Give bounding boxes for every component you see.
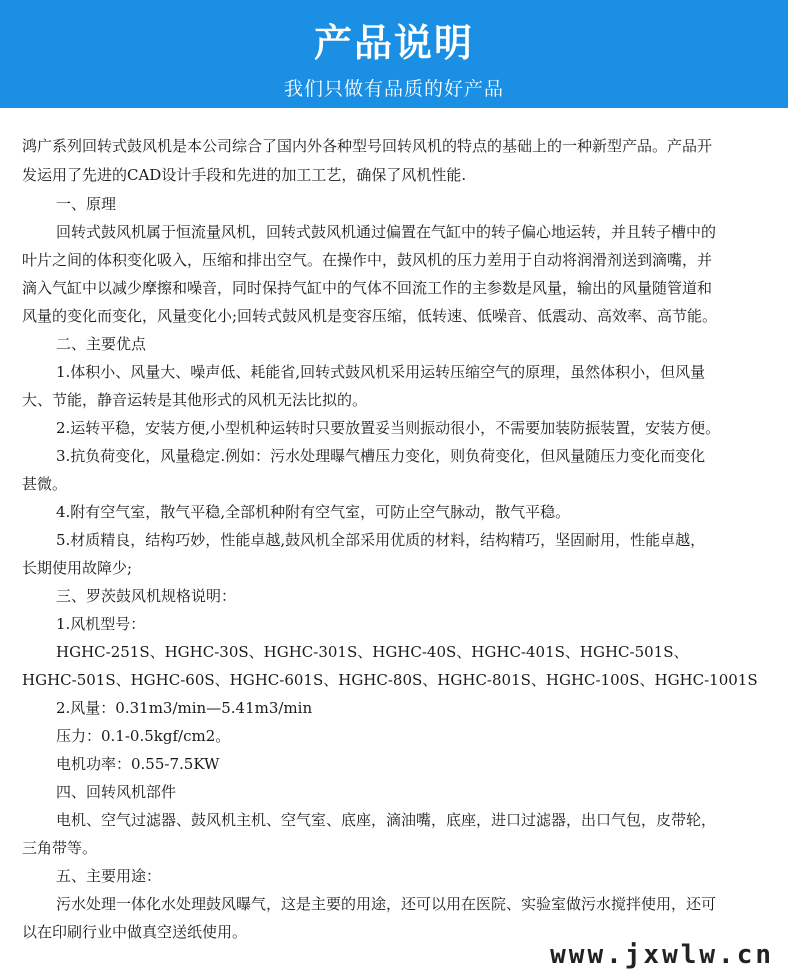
spec-line: 电机功率：0.55-7.5KW [56,755,220,773]
paragraph-line: 污水处理一体化水处理鼓风曝气，这是主要的用途，还可以用在医院、实验室做污水搅拌使用，还可 [56,895,717,913]
model-list-line: HGHC-501S、HGHC-60S、HGHC-601S、HGHC-80S、HGHC-801S、HGHC-100S、HGHC-1001S [22,671,758,689]
paragraph-line: 1.体积小、风量大、噪声低、耗能省,回转式鼓风机采用运转压缩空气的原理，虽然体积小，但风量 [56,363,706,381]
section-heading: 二、主要优点 [56,335,147,353]
paragraph-line: 电机、空气过滤器、鼓风机主机、空气室、底座，滴油嘴，底座，进口过滤器，出口气包，皮带轮， [56,811,717,829]
spec-line: 2.风量：0.31m3/min—5.41m3/min [56,699,313,717]
paragraph-line: 大、节能，静音运转是其他形式的风机无法比拟的。 [22,391,368,409]
paragraph-line: 回转式鼓风机属于恒流量风机，回转式鼓风机通过偏置在气缸中的转子偏心地运转，并且转子槽中的 [56,223,717,241]
section-heading: 四、回转风机部件 [56,783,177,801]
paragraph-line: 以在印刷行业中做真空送纸使用。 [22,923,248,941]
paragraph-line: 鸿广系列回转式鼓风机是本公司综合了国内外各种型号回转风机的特点的基础上的一种新型产品。产品开 [22,137,713,155]
paragraph-line: 风量的变化而变化，风量变化小;回转式鼓风机是变容压缩，低转速、低噪音、低震动、高效率、高节能。 [22,307,718,325]
section-heading: 五、主要用途： [56,867,162,885]
paragraph-line: 4.附有空气室，散气平稳,全部机种附有空气室，可防止空气脉动，散气平稳。 [56,503,571,521]
paragraph-line: 3.抗负荷变化，风量稳定.例如：污水处理曝气槽压力变化，则负荷变化，但风量随压力变化而变化 [56,447,706,465]
header-banner [0,0,788,108]
page-subtitle: 我们只做有品质的好产品 [283,78,504,100]
paragraph-line: 三角带等。 [22,839,98,857]
site-watermark: www.jxwlw.cn [550,940,774,970]
paragraph-line: 长期使用故障少; [22,559,133,577]
paragraph-line: 滴入气缸中以减少摩擦和噪音，同时保持气缸中的气体不回流工作的主参数是风量，输出的风量随管道和 [22,279,713,297]
page-title: 产品说明 [313,21,474,65]
paragraph-line: 2.运转平稳，安装方便,小型机种运转时只要放置妥当则振动很小，不需要加装防振装置，安装方便。 [56,419,721,437]
paragraph-line: 发运用了先进的CAD设计手段和先进的加工工艺，确保了风机性能. [22,166,467,184]
model-list-line: HGHC-251S、HGHC-30S、HGHC-301S、HGHC-40S、HGHC-401S、HGHC-501S、 [56,643,689,661]
section-heading: 一、原理 [56,195,117,213]
section-heading: 三、罗茨鼓风机规格说明： [56,587,237,605]
paragraph-line: 甚微。 [22,475,68,493]
paragraph-line: 叶片之间的体积变化吸入，压缩和排出空气。在操作中，鼓风机的压力差用于自动将润滑剂送到滴嘴，并 [22,251,713,269]
paragraph-line: 5.材质精良，结构巧妙，性能卓越,鼓风机全部采用优质的材料，结构精巧，坚固耐用，性能卓越， [56,531,706,549]
spec-line: 压力：0.1-0.5kgf/cm2。 [56,727,231,745]
paragraph-line: 1.风机型号： [56,615,146,633]
